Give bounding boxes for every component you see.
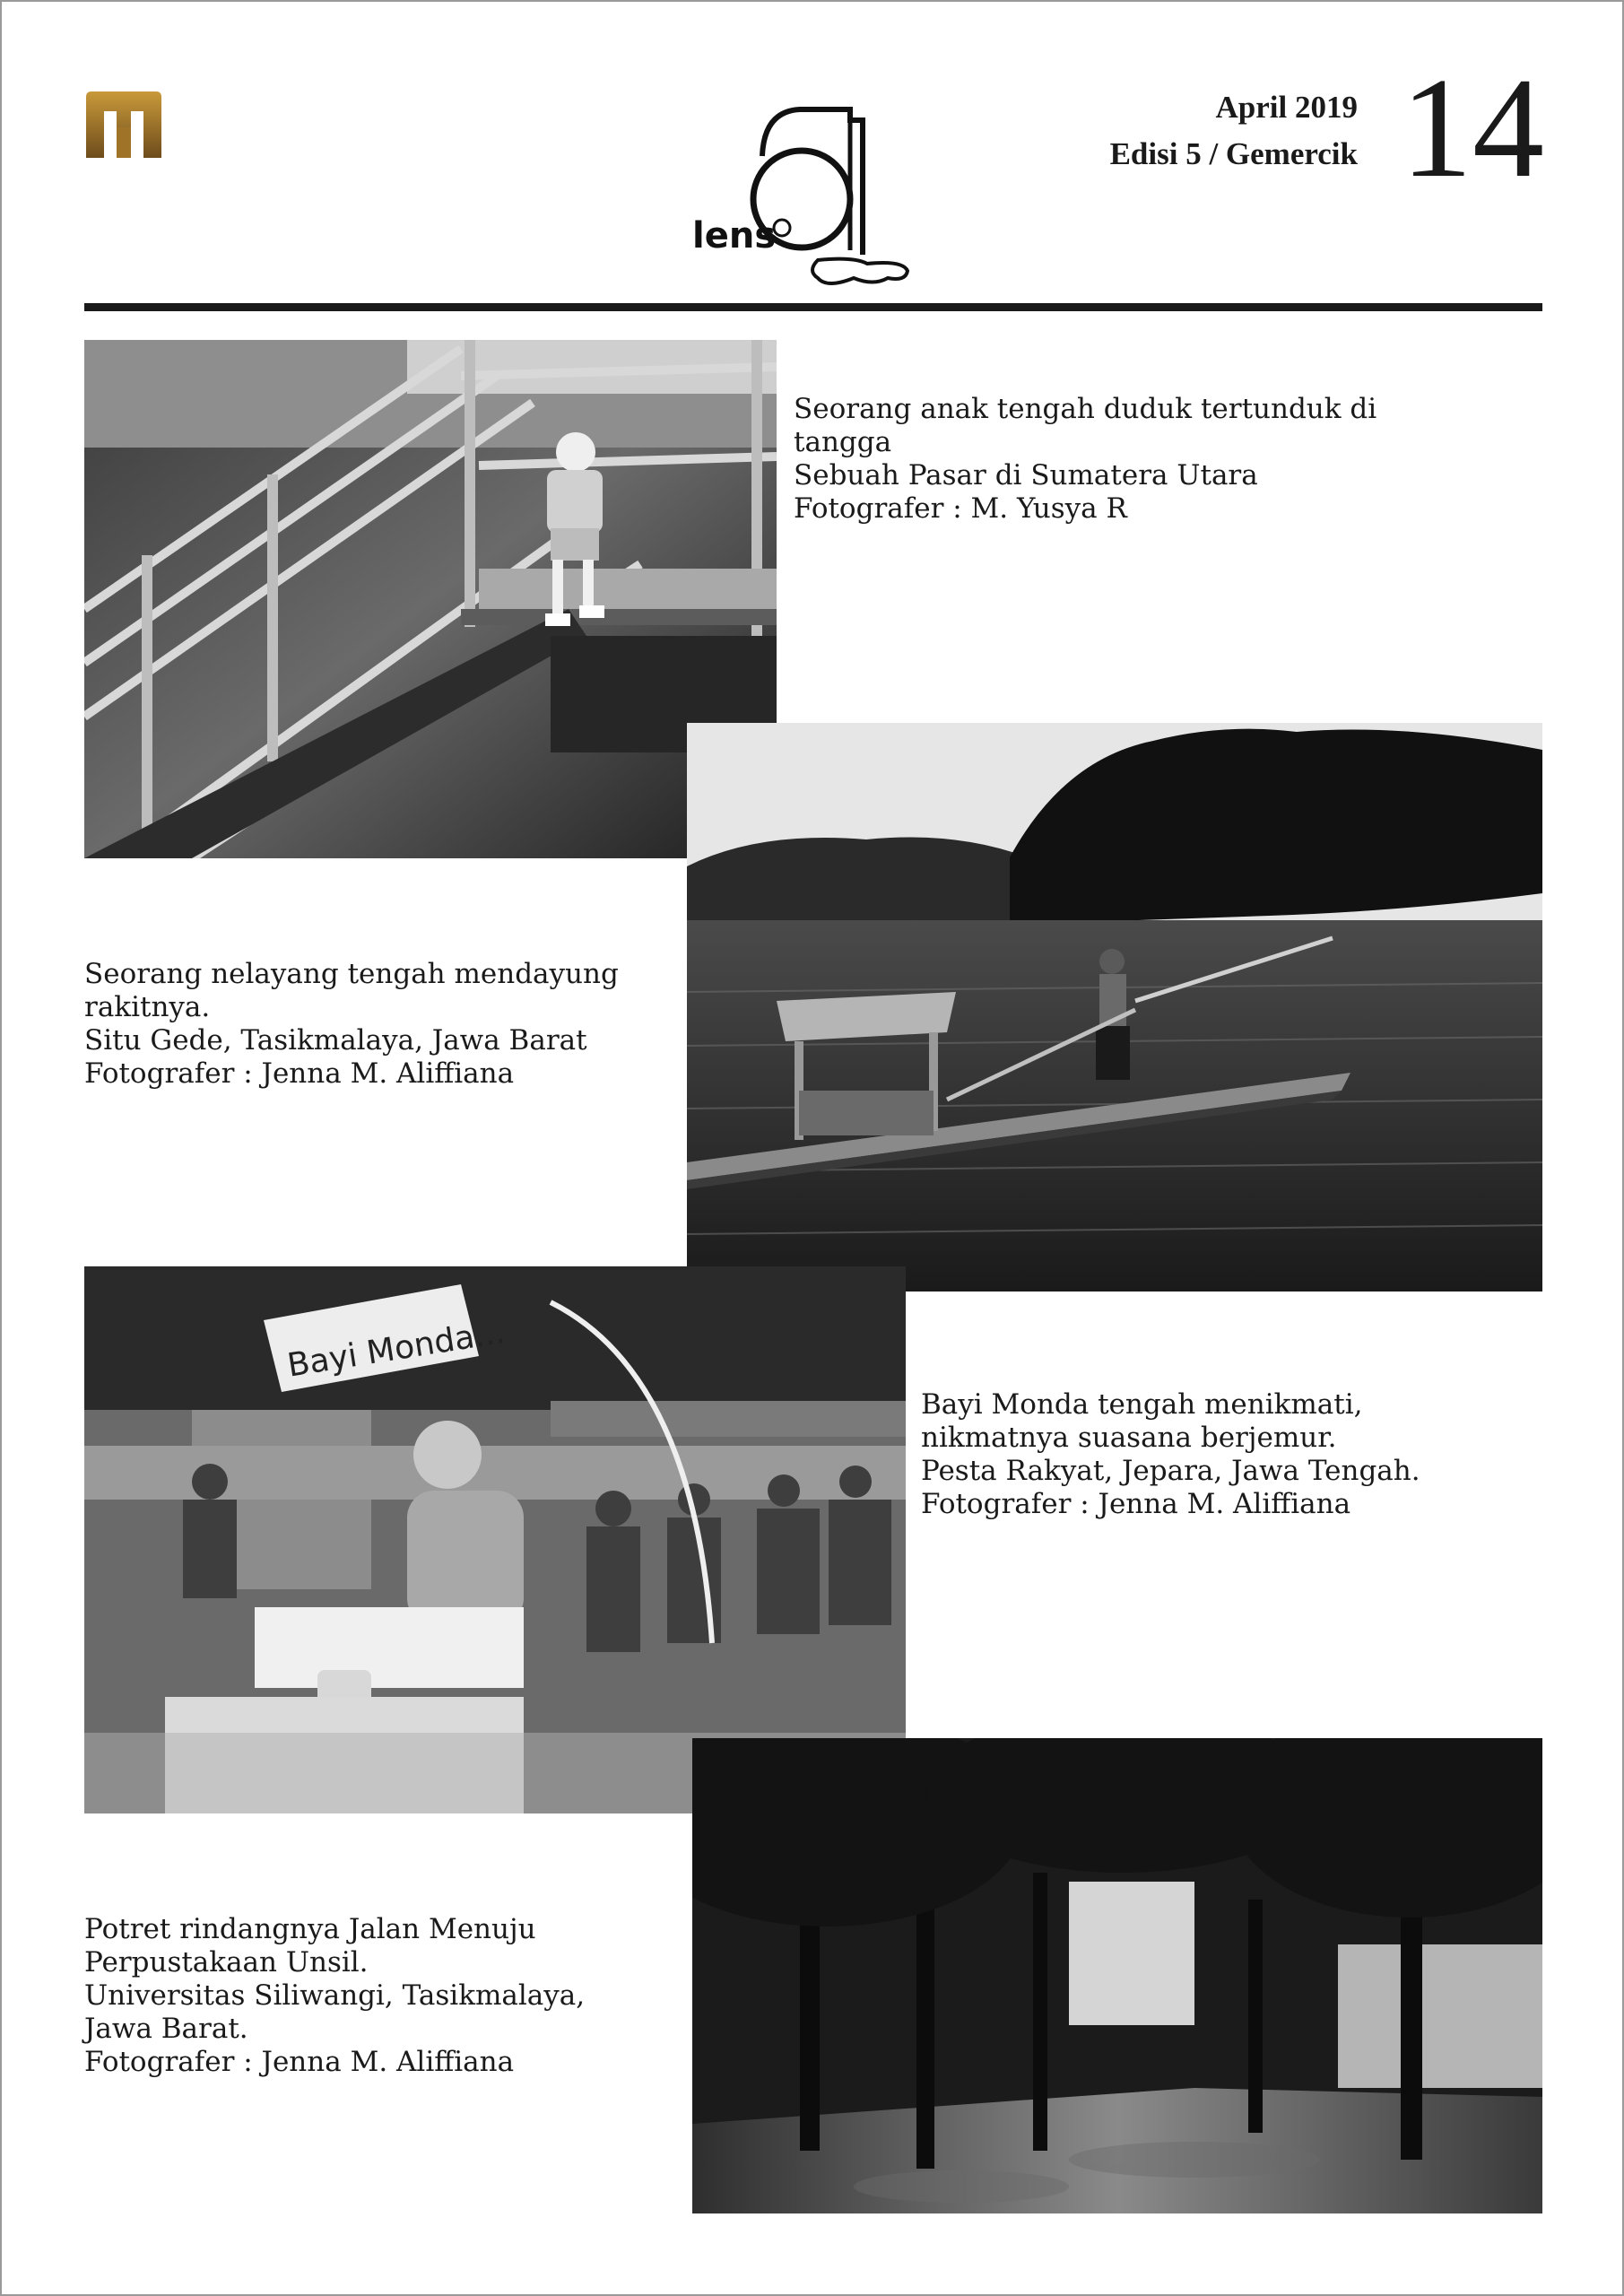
header-rule (84, 303, 1542, 311)
publisher-logo (86, 91, 161, 158)
photo-bayi-monda (84, 1266, 906, 1813)
issue-edition: Edisi 5 / Gemercik (1109, 136, 1358, 171)
caption-photo-4: Potret rindangnya Jalan Menuju Perpustakaan Unsil. Universitas Siliwangi, Tasikmalaya, Jawa Barat. Fotografer : Jenna M. Aliffiana (84, 1913, 586, 2078)
photo-child-on-stairs (84, 340, 777, 858)
photo-fisherman-raft (687, 723, 1542, 1292)
issue-date: April 2019 (1215, 90, 1358, 125)
lens-logo (683, 102, 925, 292)
photo-tree-lined-road (692, 1738, 1542, 2213)
page-number: 14 (1401, 48, 1544, 207)
caption-photo-2: Seorang nelayang tengah mendayung rakitnya. Situ Gede, Tasikmalaya, Jawa Barat Fotografer : Jenna M. Aliffiana (84, 958, 619, 1090)
lens-logo-text: lens (692, 215, 777, 257)
caption-photo-3: Bayi Monda tengah menikmati, nikmatnya suasana berjemur. Pesta Rakyat, Jepara, Jawa Tengah. Fotografer : Jenna M. Aliffiana (921, 1388, 1420, 1520)
photo-sign-text: Bayi Monda... (284, 1313, 508, 1385)
issue-info (1110, 84, 1358, 178)
caption-photo-1: Seorang anak tengah duduk tertunduk di tangga Sebuah Pasar di Sumatera Utara Fotografer : M. Yusya R (794, 393, 1377, 525)
